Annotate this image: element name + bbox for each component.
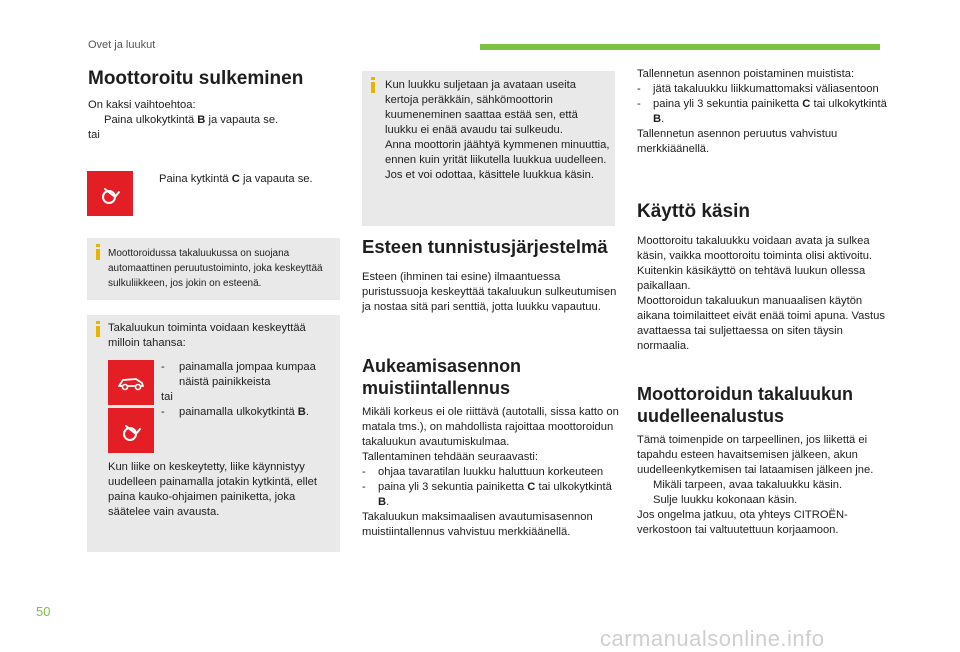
note-anti-pinch xyxy=(87,238,340,300)
memory-block xyxy=(362,405,620,540)
reset-block xyxy=(637,433,892,538)
note-interrupt xyxy=(87,315,340,552)
manual-text: Moottoroitu takaluukku voidaan avata ja sulkea käsin, vaikka moottoroitu toiminta olisi aktivoitu. Kuitenkin käsikäyttö on tehtävä luukun ollessa paikallaan. Moottoroidun takaluukun manuaalisen käytön aikana toimilaitteet eivät enää toimi apuna. Vastus avattaessa tai suljettaessa on siten täysin normaalia. xyxy=(637,235,885,352)
note-motor-heat xyxy=(362,71,615,226)
bullet-glyph xyxy=(88,113,104,128)
accent-bar xyxy=(480,44,880,50)
title-moottoroitu-sulkeminen: Moottoroitu sulkeminen xyxy=(88,68,304,89)
note-interrupt-options: - painamalla jompaa kumpaa näistä painikkeista tai - painamalla ulkokytkintä B. xyxy=(161,361,316,418)
closing-intro-block xyxy=(88,98,338,143)
note-anti-pinch-text: Moottoroidussa takaluukussa on suojana automaattinen peruutustoiminto, joka keskeyttää sulkuliikkeen, jos jokin on esteenä. xyxy=(108,248,323,289)
obstacle-text: Esteen (ihminen tai esine) ilmaantuessa puristussuoja keskeyttää takaluukun sulkeutumisen ja nostaa sitä pari senttiä, jotta luukku vapautuu. xyxy=(362,271,617,313)
closing-option-1: Paina ulkokytkintä B ja vapauta se. xyxy=(88,113,338,128)
title-manual-use: Käyttö käsin xyxy=(637,201,750,222)
remove-step-2: - paina yli 3 sekuntia painiketta C tai ulkokytkintä B. xyxy=(637,98,887,125)
bullet-glyph xyxy=(637,493,653,508)
reset-step-2: Sulje luukku kokonaan käsin. xyxy=(637,493,892,508)
closing-or: tai xyxy=(88,129,100,141)
watermark: carmanualsonline.info xyxy=(600,626,825,651)
info-icon xyxy=(95,321,101,337)
remove-end: Tallennetun asennon peruutus vahvistuu merkkiäänellä. xyxy=(637,128,838,155)
remove-intro: Tallennetun asennon poistaminen muistista: xyxy=(637,68,855,80)
note-interrupt-intro: Takaluukun toiminta voidaan keskeyttää milloin tahansa: xyxy=(108,322,306,349)
info-icon xyxy=(370,77,376,93)
memory-step-2: - paina yli 3 sekuntia painiketta C tai ulkokytkintä B. xyxy=(362,481,612,508)
memory-step-1: - ohjaa tavaratilan luukku haluttuun korkeuteen xyxy=(362,466,604,478)
car-rear-button-icon xyxy=(108,360,154,405)
bullet-glyph xyxy=(143,172,159,187)
closing-intro: On kaksi vaihtoehtoa: xyxy=(88,99,196,111)
reset-end: Jos ongelma jatkuu, ota yhteys CITROËN-verkostoon tai valtuutettuun korjaamoon. xyxy=(637,509,848,536)
reset-text: Tämä toimenpide on tarpeellinen, jos liikettä ei tapahdu esteen havaitsemisen jälkeen, akun uudelleenkytkemisen tai lataamisen jälkeen jne. xyxy=(637,434,874,476)
memory-text: Mikäli korkeus ei ole riittävä (autotalli, sissa katto on matala tms.), on mahdollista rajoittaa moottoroidun takaluukun avautumiskulmaa. xyxy=(362,406,619,448)
title-reinitialisation: Moottoroidun takaluukun uudelleenalustus xyxy=(637,384,853,426)
memory-end: Takaluukun maksimaalisen avautumisasennon muistiintallennus vahvistuu merkkiäänellä. xyxy=(362,511,593,538)
page-number: 50 xyxy=(36,604,51,619)
tailgate-button-icon xyxy=(96,180,124,208)
tailgate-button-icon-2 xyxy=(108,408,154,453)
bullet-glyph xyxy=(637,478,653,493)
remove-step-1: - jätä takaluukku liikkumattomaksi väliasentoon xyxy=(637,83,879,95)
reset-step-1: Mikäli tarpeen, avaa takaluukku käsin. xyxy=(637,478,892,493)
tailgate-button-c-icon xyxy=(87,171,133,216)
note-interrupt-end: Kun liike on keskeytetty, liike käynnistyy uudelleen painamalla jotakin kytkintä, ellet paina kauko-ohjaimen painiketta, joka säätelee vain avausta. xyxy=(108,461,317,518)
car-rear-icon xyxy=(116,373,146,393)
note-motor-heat-text: Kun luukku suljetaan ja avataan useita kertoja peräkkäin, sähkömoottorin kuumeneminen saattaa estää sen, että luukku ei enää avaudu tai sulkeudu. Anna moottorin jäähtyä kymmenen minuuttia, ennen kuin yrität liikutella luukkua uudelleen. Jos et voi odottaa, käsittele luukkua käsin. xyxy=(385,79,610,181)
title-obstacle-detection: Esteen tunnistusjärjestelmä xyxy=(362,236,608,257)
tailgate-button-icon xyxy=(117,417,145,445)
closing-option-2: Paina kytkintä C ja vapauta se. xyxy=(143,172,338,187)
memory-steps-intro: Tallentaminen tehdään seuraavasti: xyxy=(362,451,539,463)
info-icon xyxy=(95,244,101,260)
title-opening-memory: Aukeamisasennon muistiintallennus xyxy=(362,356,522,398)
section-label: Ovet ja luukut xyxy=(88,39,156,51)
remove-memory-block xyxy=(637,67,887,157)
